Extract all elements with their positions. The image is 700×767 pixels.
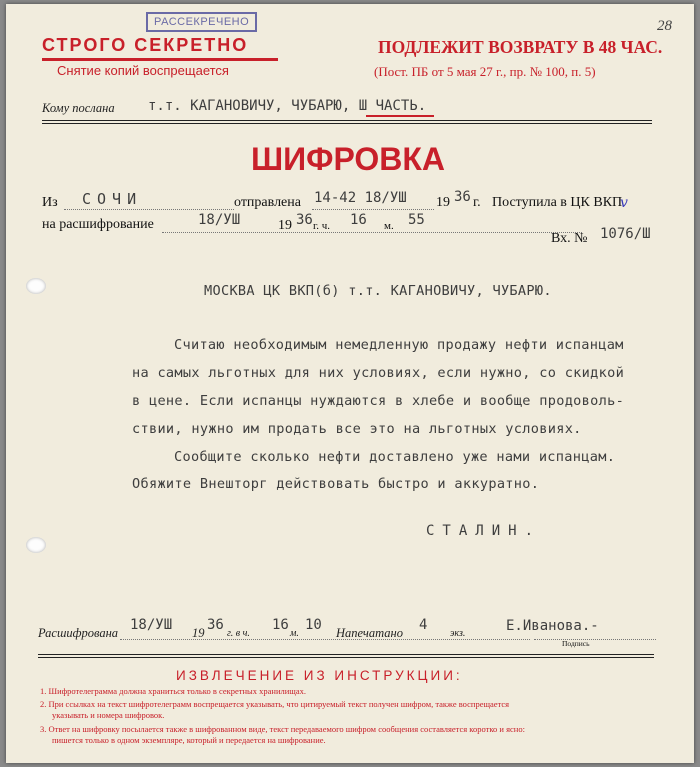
decode-year: 36	[296, 212, 313, 228]
received-label: Поступила в ЦК ВКП	[492, 195, 623, 210]
declassified-stamp: РАССЕКРЕЧЕНО	[146, 12, 257, 32]
decoded-minute: 10	[305, 617, 322, 633]
footer-rule	[38, 654, 654, 655]
decoded-date: 18/УШ	[130, 617, 173, 633]
decode-year-prefix: 19	[278, 218, 292, 233]
from-value: СОЧИ	[82, 190, 143, 208]
decoded-year: 36	[207, 617, 224, 633]
message-line: в цене. Если испанцы нуждаются в хлебе и вообще продоволь-	[132, 393, 625, 409]
instruction-item: 1. Шифротелеграмма должна храниться только в секретных хранилищах.	[40, 686, 306, 696]
decode-hour-label: г. ч.	[313, 220, 331, 232]
order-reference: (Пост. ПБ от 5 мая 27 г., пр. № 100, п. 5)	[374, 64, 596, 79]
instruction-item: 2. При ссылках на текст шифротелеграмм воспрещается указывать, что цитируемый текст получен шифром, также воспрещается	[40, 699, 510, 709]
decoded-year-prefix: 19	[192, 626, 205, 640]
recipient-rule-double	[42, 123, 652, 124]
page-number: 28	[657, 18, 672, 34]
no-copies-note: Снятие копий воспрещается	[57, 63, 229, 78]
classification-label: СТРОГО СЕКРЕТНО	[42, 35, 249, 55]
sent-label: отправлена	[234, 195, 301, 210]
recipient-rule	[42, 120, 652, 121]
document-sheet	[6, 4, 694, 763]
message-line: Обяжите Внешторг действовать быстро и аккуратно.	[132, 476, 540, 492]
instruction-item: указывать и номера шифровок.	[52, 710, 165, 720]
footer-rule-double	[38, 657, 654, 658]
sent-year-suffix: г.	[473, 195, 481, 210]
decode-label: на расшифрование	[42, 217, 154, 232]
signature-label: Подпись	[562, 639, 590, 648]
message-line: Сообщите сколько нефти доставлено уже нами испанцам.	[174, 449, 616, 465]
sent-year-prefix: 19	[436, 195, 450, 210]
classification-underline	[42, 58, 278, 61]
sent-value: 14-42 18/УШ	[314, 190, 407, 206]
from-label: Из	[42, 195, 58, 210]
decode-date: 18/УШ	[198, 212, 241, 228]
signature: СТАЛИН.	[426, 523, 542, 539]
decoded-hour: 16	[272, 617, 289, 633]
decode-hour: 16	[350, 212, 367, 228]
sent-year: 36	[454, 189, 471, 205]
incoming-label: Вх. №	[551, 231, 588, 246]
decode-min: 55	[408, 212, 425, 228]
recipient-label: Кому послана	[42, 101, 115, 115]
instructions-title: ИЗВЛЕЧЕНИЕ ИЗ ИНСТРУКЦИИ:	[176, 668, 463, 683]
decoded-label: Расшифрована	[38, 626, 119, 640]
return-notice: ПОДЛЕЖИТ ВОЗВРАТУ В 48 ЧАС.	[378, 37, 663, 57]
message-address: МОСКВА ЦК ВКП(б) т.т. КАГАНОВИЧУ, ЧУБАРЮ.	[204, 283, 552, 299]
punch-hole-bottom	[26, 537, 46, 553]
instruction-item: пишется только в одном экземпляре, который и передается на шифрование.	[52, 735, 326, 745]
recipient-value: т.т. КАГАНОВИЧУ, ЧУБАРЮ, Ш ЧАСТЬ.	[148, 98, 427, 114]
decoded-min-label: м.	[290, 628, 299, 639]
copies-label: экз.	[450, 628, 466, 639]
red-underline-mark	[366, 115, 434, 117]
decode-min-label: м.	[384, 220, 394, 232]
printed-count: 4	[419, 617, 428, 633]
punch-hole-top	[26, 278, 46, 294]
message-line: Считаю необходимым немедленную продажу нефти испанцам	[174, 337, 624, 353]
message-line: ствии, нужно им продать все это на льготных условиях.	[132, 421, 582, 437]
incoming-number: 1076/Ш	[600, 226, 651, 242]
message-line: на самых льготных для них условиях, если нужно, со скидкой	[132, 365, 625, 381]
printed-label: Напечатано	[336, 626, 404, 640]
instruction-item: 3. Ответ на шифровку посылается также в шифрованном виде, текст передаваемого шифром сообщения составляется коротко и ясно:	[40, 724, 525, 734]
document-title: ШИФРОВКА	[251, 141, 446, 177]
decoded-hour-label: г. в ч.	[227, 628, 250, 639]
typist-name: Е.Иванова.-	[506, 618, 599, 634]
blue-check-mark: v	[620, 195, 628, 211]
